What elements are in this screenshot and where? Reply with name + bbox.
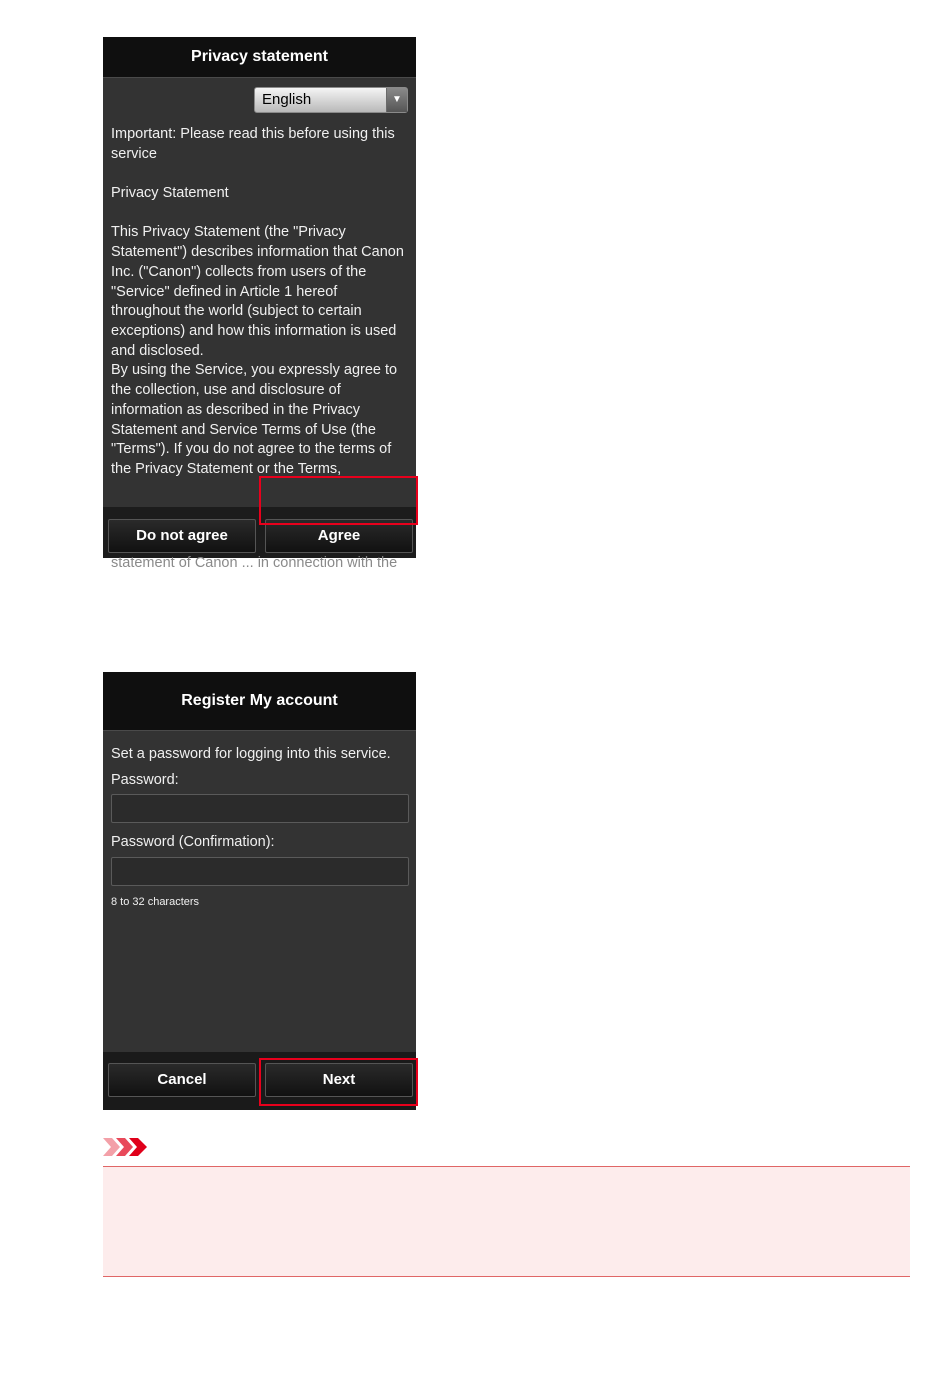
screen-title: Privacy statement <box>103 37 416 78</box>
button-bar <box>103 1052 416 1110</box>
password-confirmation-label: Password (Confirmation): <box>111 834 275 851</box>
instruction-text: Set a password for logging into this service. <box>111 746 391 762</box>
privacy-statement-screen <box>103 37 416 571</box>
register-account-screen <box>103 672 416 1110</box>
language-row <box>103 78 416 118</box>
privacy-text-scroll[interactable] <box>103 125 416 508</box>
chevron-down-icon: ▼ <box>386 88 407 112</box>
scrolled-text-fragment: statement of Canon ... in connection with the <box>111 555 398 571</box>
password-confirmation-field[interactable] <box>111 857 409 886</box>
password-label: Password: <box>111 771 179 788</box>
important-arrows-icon <box>103 1138 149 1156</box>
screen-title: Register My account <box>103 672 416 731</box>
next-button[interactable]: Next <box>265 1063 413 1097</box>
agree-button[interactable]: Agree <box>265 519 413 553</box>
cancel-button[interactable]: Cancel <box>108 1063 256 1097</box>
privacy-paragraph: Important: Please read this before using this service <box>111 126 395 162</box>
language-value: English <box>262 91 312 108</box>
important-note-box <box>103 1166 910 1277</box>
privacy-paragraph: This Privacy Statement (the "Privacy Statement") describes information that Canon Inc. ("Canon") collects from users of the "Service" defined in Article 1 hereof throughout the world (subject to certain exceptions) and how this information is used and disclosed. <box>111 224 404 359</box>
do-not-agree-button[interactable]: Do not agree <box>108 519 256 553</box>
button-bar <box>103 507 416 571</box>
password-length-hint: 8 to 32 characters <box>111 896 200 909</box>
privacy-paragraph: Privacy Statement <box>111 185 229 202</box>
password-field[interactable] <box>111 794 409 823</box>
privacy-paragraph: By using the Service, you expressly agree to the collection, use and disclosure of information as described in the Privacy Statement and Service Terms of Use (the "Terms"). If you do not agree to the terms of the Privacy Statement or the Terms, <box>111 362 398 477</box>
language-select[interactable] <box>254 87 408 113</box>
